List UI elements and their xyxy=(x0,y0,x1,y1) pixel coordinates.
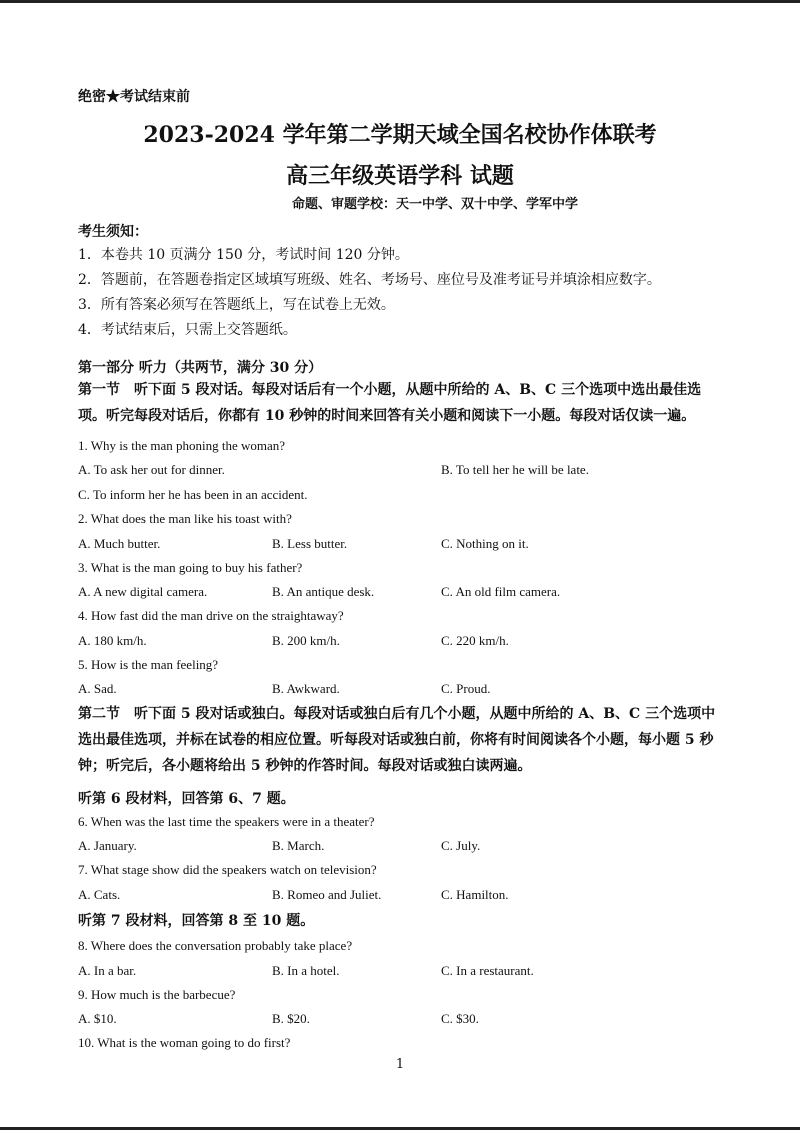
question-3: 3. What is the man going to buy his father? xyxy=(78,560,303,575)
option-b: B. Romeo and Juliet. xyxy=(272,887,382,902)
question-7: 7. What stage show did the speakers watch on television? xyxy=(78,862,377,877)
option-c: C. To inform her he has been in an accident. xyxy=(78,487,308,502)
option-c: C. An old film camera. xyxy=(441,584,561,599)
option-c: C. In a restaurant. xyxy=(441,963,534,978)
option-b: B. To tell her he will be late. xyxy=(441,462,589,477)
schools-line: 命题、审题学校：天一中学、双十中学、学军中学 xyxy=(291,197,578,212)
notice-item: 4．考试结束后，只需上交答题纸。 xyxy=(78,322,297,338)
question-10: 10. What is the woman going to do first? xyxy=(78,1035,291,1050)
option-a: A. Cats. xyxy=(78,887,121,902)
notice-item: 2．答题前，在答题卷指定区域填写班级、姓名、考场号、座位号及准考证号并填涂相应数字。 xyxy=(78,272,661,288)
question-2: 2. What does the man like his toast with? xyxy=(78,511,292,526)
option-b: B. 200 km/h. xyxy=(272,633,340,648)
option-a: A. In a bar. xyxy=(78,963,137,978)
option-b: B. Awkward. xyxy=(272,681,340,696)
question-4: 4. How fast did the man drive on the straightaway? xyxy=(78,608,344,623)
section2-instructions: 第二节 听下面 5 段对话或独白。每段对话或独白后有几个小题，从题中所给的 A、B、C 三个选项中选出最佳选项，并标在试卷的相应位置。听每段对话或独白前，你将有时间阅读各个小题，每小题 5 秒钟；听完后，各小题将给出 5 秒钟的作答时间。每段对话或独白读两遍。 xyxy=(78,706,716,774)
option-c: C. $30. xyxy=(441,1011,479,1026)
option-a: A. Much butter. xyxy=(78,536,161,551)
section1-instructions: 第一节 听下面 5 段对话。每段对话后有一个小题，从题中所给的 A、B、C 三个选项中选出最佳选项。听完每段对话后，你都有 10 秒钟的时间来回答有关小题和阅读下一小题。每段对话仅读一遍。 xyxy=(78,382,702,424)
material-6-heading: 听第 6 段材料，回答第 6、7 题。 xyxy=(78,791,295,807)
option-a: A. 180 km/h. xyxy=(78,633,147,648)
option-c: C. Nothing on it. xyxy=(441,536,529,551)
option-b: B. An antique desk. xyxy=(272,584,375,599)
exam-subtitle: 高三年级英语学科 试题 xyxy=(286,163,514,189)
question-6: 6. When was the last time the speakers were in a theater? xyxy=(78,814,375,829)
option-a: A. To ask her out for dinner. xyxy=(78,462,225,477)
part1-heading: 第一部分 听力（共两节，满分 30 分） xyxy=(78,360,323,376)
option-c: C. Proud. xyxy=(441,681,491,696)
option-b: B. March. xyxy=(272,838,325,853)
question-1: 1. Why is the man phoning the woman? xyxy=(78,438,286,453)
material-7-heading: 听第 7 段材料，回答第 8 至 10 题。 xyxy=(78,913,315,929)
page-number: 1 xyxy=(395,1057,405,1072)
question-5: 5. How is the man feeling? xyxy=(78,657,219,672)
notice-heading: 考生须知： xyxy=(78,224,148,240)
option-b: B. $20. xyxy=(272,1011,310,1026)
option-c: C. 220 km/h. xyxy=(441,633,509,648)
question-9: 9. How much is the barbecue? xyxy=(78,987,236,1002)
exam-title: 2023-2024 学年第二学期天域全国名校协作体联考 xyxy=(143,122,657,148)
option-a: A. $10. xyxy=(78,1011,117,1026)
question-8: 8. Where does the conversation probably take place? xyxy=(78,938,353,953)
option-b: B. Less butter. xyxy=(272,536,348,551)
notice-item: 1．本卷共 10 页满分 150 分，考试时间 120 分钟。 xyxy=(78,247,409,263)
option-c: C. Hamilton. xyxy=(441,887,509,902)
notice-item: 3．所有答案必须写在答题纸上，写在试卷上无效。 xyxy=(78,297,395,313)
confidential-label: 绝密★考试结束前 xyxy=(78,89,190,105)
option-a: A. January. xyxy=(78,838,137,853)
option-c: C. July. xyxy=(441,838,481,853)
option-b: B. In a hotel. xyxy=(272,963,340,978)
option-a: A. A new digital camera. xyxy=(78,584,208,599)
option-a: A. Sad. xyxy=(78,681,117,696)
top-border xyxy=(0,0,800,3)
